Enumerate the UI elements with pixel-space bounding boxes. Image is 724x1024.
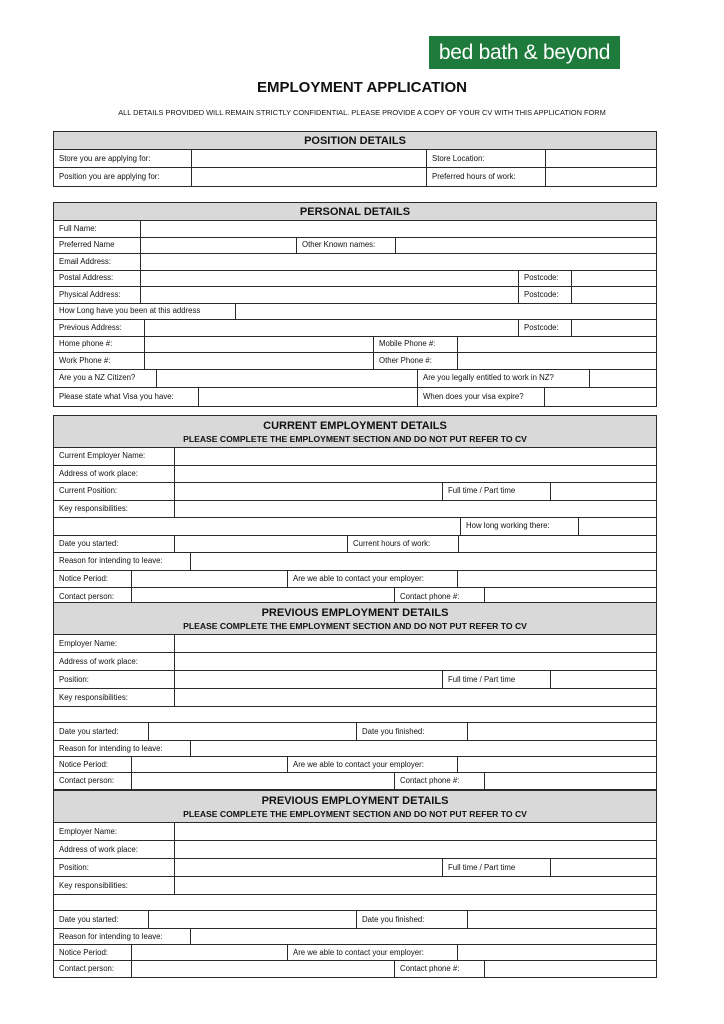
current-reason-field[interactable] [190, 553, 656, 570]
how-long-working-field[interactable] [578, 518, 656, 535]
form-row [54, 671, 656, 689]
form-row [54, 961, 656, 977]
full-name-field[interactable] [140, 221, 656, 237]
physical-address-field[interactable] [140, 287, 518, 303]
form-row [54, 859, 656, 877]
mobile-phone-label: Mobile Phone #: [373, 337, 457, 353]
form-row [54, 353, 656, 370]
previous-address-field[interactable] [144, 320, 518, 336]
form-row [54, 945, 656, 961]
form-row [54, 571, 656, 589]
form-row [54, 895, 656, 911]
prev2-key-resp-field[interactable] [174, 877, 656, 894]
company-logo: bed bath & beyond [429, 36, 620, 69]
prev1-employer-label: Employer Name: [54, 635, 174, 652]
current-address-label: Address of work place: [54, 466, 174, 483]
section-title: CURRENT EMPLOYMENT DETAILS [263, 419, 447, 432]
page-subtitle: ALL DETAILS PROVIDED WILL REMAIN STRICTLY CONFIDENTIAL. PLEASE PROVIDE A COPY OF YOUR CV WITH THIS APPLICATION FORM [118, 108, 606, 117]
prev2-contact-person-field[interactable] [131, 961, 394, 977]
current-address-field[interactable] [174, 466, 656, 483]
other-phone-label: Other Phone #: [373, 353, 457, 369]
prev1-date-finished-field[interactable] [467, 723, 656, 740]
work-phone-field[interactable] [144, 353, 373, 369]
form-row [54, 689, 656, 707]
form-row [54, 150, 656, 168]
form-row [54, 518, 656, 536]
work-phone-label: Work Phone #: [54, 353, 144, 369]
prev2-reason-label: Reason for intending to leave: [54, 929, 190, 944]
mobile-phone-field[interactable] [457, 337, 656, 353]
previous-address-label: Previous Address: [54, 320, 144, 336]
current-contact-employer-label: Are we able to contact your employer: [287, 571, 457, 588]
section-heading [54, 416, 656, 448]
prev1-date-started-label: Date you started: [54, 723, 148, 740]
prev2-contact-employer-field[interactable] [457, 945, 656, 960]
prev1-contact-phone-label: Contact phone #: [394, 773, 484, 789]
visa-expire-field[interactable] [544, 388, 656, 406]
current-key-resp-label: Key responsibilities: [54, 501, 174, 518]
section-title: PREVIOUS EMPLOYMENT DETAILS [261, 794, 449, 807]
form-row [54, 287, 656, 304]
prev1-full-part-label: Full time / Part time [442, 671, 550, 688]
form-row [54, 221, 656, 238]
form-row [54, 304, 656, 321]
prev2-full-part-field[interactable] [550, 859, 656, 876]
section-title: POSITION DETAILS [304, 134, 406, 147]
form-row [54, 635, 656, 653]
prev1-contact-employer-label: Are we able to contact your employer: [287, 757, 457, 772]
current-position-field[interactable] [174, 483, 442, 500]
postal-postcode-label: Postcode: [518, 271, 571, 287]
form-row [54, 553, 656, 571]
physical-address-label: Physical Address: [54, 287, 140, 303]
current-full-part-label: Full time / Part time [442, 483, 550, 500]
prev2-contact-phone-label: Contact phone #: [394, 961, 484, 977]
prev1-notice-field[interactable] [131, 757, 287, 772]
form-row [54, 773, 656, 789]
email-label: Email Address: [54, 254, 140, 270]
visa-type-field[interactable] [198, 388, 417, 406]
form-row [54, 911, 656, 929]
nz-citizen-label: Are you a NZ Citizen? [54, 370, 156, 387]
form-row [54, 841, 656, 859]
current-contact-phone-label: Contact phone #: [394, 588, 484, 606]
home-phone-label: Home phone #: [54, 337, 144, 353]
prev1-contact-phone-field[interactable] [484, 773, 656, 789]
form-row [54, 254, 656, 271]
form-row [54, 536, 656, 554]
section-subtitle: PLEASE COMPLETE THE EMPLOYMENT SECTION AND DO NOT PUT REFER TO CV [183, 433, 527, 444]
position-details-section [53, 131, 657, 187]
form-row [54, 388, 656, 406]
prev2-date-finished-label: Date you finished: [356, 911, 467, 928]
prev2-position-field[interactable] [174, 859, 442, 876]
prev1-key-resp-label: Key responsibilities: [54, 689, 174, 706]
how-long-address-label: How Long have you been at this address [54, 304, 235, 320]
form-row [54, 929, 656, 945]
prev2-contact-phone-field[interactable] [484, 961, 656, 977]
form-row [54, 823, 656, 841]
visa-expire-label: When does your visa expire? [417, 388, 544, 406]
how-long-working-label: How long working there: [460, 518, 578, 535]
prev2-date-started-field[interactable] [148, 911, 356, 928]
prev2-reason-field[interactable] [190, 929, 656, 944]
form-row [54, 370, 656, 388]
personal-details-section [53, 202, 657, 407]
other-names-label: Other Known names: [296, 238, 395, 254]
current-reason-label: Reason for intending to leave: [54, 553, 190, 570]
form-row [54, 238, 656, 255]
current-key-resp-extra-field[interactable] [54, 518, 460, 535]
prev1-contact-person-field[interactable] [131, 773, 394, 789]
prev1-address-label: Address of work place: [54, 653, 174, 670]
email-field[interactable] [140, 254, 656, 270]
prev2-date-finished-field[interactable] [467, 911, 656, 928]
form-row [54, 337, 656, 354]
form-row [54, 448, 656, 466]
prev1-full-part-field[interactable] [550, 671, 656, 688]
current-position-label: Current Position: [54, 483, 174, 500]
form-row [54, 877, 656, 895]
prev2-key-resp-label: Key responsibilities: [54, 877, 174, 894]
prev1-employer-field[interactable] [174, 635, 656, 652]
postal-postcode-field[interactable] [571, 271, 656, 287]
prev1-contact-person-label: Contact person: [54, 773, 131, 789]
section-title: PERSONAL DETAILS [299, 205, 411, 218]
prev2-contact-person-label: Contact person: [54, 961, 131, 977]
preferred-name-label: Preferred Name [54, 238, 140, 254]
entitled-work-label: Are you legally entitled to work in NZ? [417, 370, 589, 387]
form-row [54, 653, 656, 671]
prev1-key-resp-extra-field[interactable] [54, 707, 656, 722]
prev2-notice-label: Notice Period: [54, 945, 131, 960]
position-applying-label: Position you are applying for: [54, 168, 191, 186]
prev2-contact-employer-label: Are we able to contact your employer: [287, 945, 457, 960]
form-row [54, 483, 656, 501]
form-row [54, 757, 656, 773]
current-hours-field[interactable] [458, 536, 656, 553]
store-location-label: Store Location: [426, 150, 545, 167]
form-row [54, 501, 656, 519]
other-names-field[interactable] [395, 238, 656, 254]
form-row [54, 707, 656, 723]
previous-employment-section-1 [53, 602, 657, 790]
form-row [54, 723, 656, 741]
preferred-hours-field[interactable] [545, 168, 656, 186]
postal-address-label: Postal Address: [54, 271, 140, 287]
preferred-hours-label: Preferred hours of work: [426, 168, 545, 186]
form-row [54, 320, 656, 337]
prev1-date-finished-label: Date you finished: [356, 723, 467, 740]
prev1-reason-field[interactable] [190, 741, 656, 756]
home-phone-field[interactable] [144, 337, 373, 353]
previous-postcode-label: Postcode: [518, 320, 571, 336]
page-title: EMPLOYMENT APPLICATION [257, 79, 467, 96]
physical-postcode-label: Postcode: [518, 287, 571, 303]
section-title: PREVIOUS EMPLOYMENT DETAILS [261, 606, 449, 619]
prev1-notice-label: Notice Period: [54, 757, 131, 772]
form-row [54, 168, 656, 186]
visa-type-label: Please state what Visa you have: [54, 388, 198, 406]
current-date-started-label: Date you started: [54, 536, 174, 553]
previous-employment-section-2 [53, 790, 657, 978]
position-applying-field[interactable] [191, 168, 426, 186]
prev1-position-label: Position: [54, 671, 174, 688]
full-name-label: Full Name: [54, 221, 140, 237]
section-heading [54, 603, 656, 635]
current-key-resp-field[interactable] [174, 501, 656, 518]
other-phone-field[interactable] [457, 353, 656, 369]
form-row [54, 741, 656, 757]
current-contact-person-label: Contact person: [54, 588, 131, 606]
how-long-address-field[interactable] [235, 304, 656, 320]
prev2-position-label: Position: [54, 859, 174, 876]
prev2-key-resp-extra-field[interactable] [54, 895, 656, 910]
postal-address-field[interactable] [140, 271, 518, 287]
prev2-employer-label: Employer Name: [54, 823, 174, 840]
current-hours-label: Current hours of work: [347, 536, 458, 553]
previous-postcode-field[interactable] [571, 320, 656, 336]
prev2-date-started-label: Date you started: [54, 911, 148, 928]
section-heading [54, 791, 656, 823]
prev1-position-field[interactable] [174, 671, 442, 688]
prev2-notice-field[interactable] [131, 945, 287, 960]
physical-postcode-field[interactable] [571, 287, 656, 303]
preferred-name-field[interactable] [140, 238, 296, 254]
prev1-address-field[interactable] [174, 653, 656, 670]
section-heading [54, 203, 656, 221]
current-full-part-field[interactable] [550, 483, 656, 500]
current-employment-section [53, 415, 657, 607]
form-row [54, 466, 656, 484]
prev1-date-started-field[interactable] [148, 723, 356, 740]
store-location-field[interactable] [545, 150, 656, 167]
current-employer-field[interactable] [174, 448, 656, 465]
section-subtitle: PLEASE COMPLETE THE EMPLOYMENT SECTION AND DO NOT PUT REFER TO CV [183, 620, 527, 631]
current-employer-label: Current Employer Name: [54, 448, 174, 465]
prev2-full-part-label: Full time / Part time [442, 859, 550, 876]
current-contact-employer-field[interactable] [457, 571, 656, 588]
section-heading [54, 132, 656, 150]
entitled-work-field[interactable] [589, 370, 656, 387]
current-notice-field[interactable] [131, 571, 287, 588]
prev1-reason-label: Reason for intending to leave: [54, 741, 190, 756]
prev2-address-label: Address of work place: [54, 841, 174, 858]
store-applying-label: Store you are applying for: [54, 150, 191, 167]
prev2-address-field[interactable] [174, 841, 656, 858]
section-subtitle: PLEASE COMPLETE THE EMPLOYMENT SECTION AND DO NOT PUT REFER TO CV [183, 808, 527, 819]
current-date-started-field[interactable] [174, 536, 347, 553]
prev2-employer-field[interactable] [174, 823, 656, 840]
prev1-key-resp-field[interactable] [174, 689, 656, 706]
form-row [54, 271, 656, 288]
current-notice-label: Notice Period: [54, 571, 131, 588]
prev1-contact-employer-field[interactable] [457, 757, 656, 772]
store-applying-field[interactable] [191, 150, 426, 167]
nz-citizen-field[interactable] [156, 370, 417, 387]
